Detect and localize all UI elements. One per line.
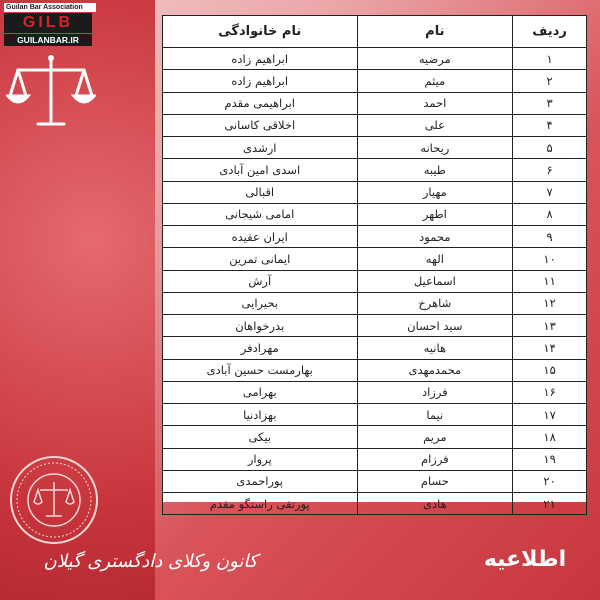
- gilb-logo: [4, 13, 92, 33]
- cell-first-name: فرزاد: [357, 381, 513, 403]
- cell-last-name: ابراهیمی مقدم: [163, 92, 358, 114]
- association-english-name: Guilan Bar Association: [4, 3, 96, 12]
- cell-first-name: مهیار: [357, 181, 513, 203]
- table-row: [163, 203, 587, 225]
- header-first-name: نام: [357, 16, 513, 48]
- cell-row-number: ۳: [513, 92, 587, 114]
- table-row: [163, 381, 587, 403]
- cell-first-name: علی: [357, 114, 513, 136]
- announcement-title: اطلاعیه: [483, 547, 567, 572]
- table-row: [163, 248, 587, 270]
- table-row: [163, 92, 587, 114]
- cell-row-number: ۱۰: [513, 248, 587, 270]
- table-row: [163, 70, 587, 92]
- cell-last-name: اقبالی: [163, 181, 358, 203]
- cell-last-name: اخلاقی کاسانی: [163, 114, 358, 136]
- table-row: [163, 470, 587, 492]
- cell-row-number: ۵: [513, 137, 587, 159]
- cell-first-name: الهه: [357, 248, 513, 270]
- cell-last-name: پوراحمدی: [163, 470, 358, 492]
- cell-first-name: طیبه: [357, 159, 513, 181]
- cell-first-name: هانیه: [357, 337, 513, 359]
- scales-of-justice-icon: [6, 52, 96, 132]
- cell-last-name: ابراهیم زاده: [163, 48, 358, 70]
- website-label: GUILANBAR.IR: [4, 34, 92, 46]
- cell-row-number: ۱۸: [513, 426, 587, 448]
- table-row: [163, 159, 587, 181]
- cell-row-number: ۱۳: [513, 315, 587, 337]
- cell-last-name: بهزادنیا: [163, 404, 358, 426]
- cell-last-name: بحیرایی: [163, 292, 358, 314]
- bar-association-emblem-icon: [8, 454, 100, 546]
- cell-first-name: حسام: [357, 470, 513, 492]
- table-row: [163, 337, 587, 359]
- table-row: [163, 48, 587, 70]
- sidebar-panel: [0, 0, 155, 600]
- table-row: [163, 315, 587, 337]
- cell-first-name: ریحانه: [357, 137, 513, 159]
- table-row: [163, 114, 587, 136]
- cell-first-name: میثم: [357, 70, 513, 92]
- cell-row-number: ۱۵: [513, 359, 587, 381]
- table-row: [163, 181, 587, 203]
- gilb-acronym: GILB: [22, 14, 74, 31]
- cell-last-name: بهرامی: [163, 381, 358, 403]
- cell-row-number: ۱۷: [513, 404, 587, 426]
- cell-row-number: ۸: [513, 203, 587, 225]
- table-header-row: [163, 16, 587, 48]
- cell-first-name: اطهر: [357, 203, 513, 225]
- cell-last-name: ارشدی: [163, 137, 358, 159]
- table-body: [163, 48, 587, 515]
- cell-last-name: اسدی امین آبادی: [163, 159, 358, 181]
- cell-row-number: ۲: [513, 70, 587, 92]
- cell-last-name: پروار: [163, 448, 358, 470]
- cell-last-name: آرش: [163, 270, 358, 292]
- table-row: [163, 226, 587, 248]
- cell-first-name: نیما: [357, 404, 513, 426]
- cell-row-number: ۶: [513, 159, 587, 181]
- table-row: [163, 137, 587, 159]
- table-row: [163, 404, 587, 426]
- header-row-number: ردیف: [513, 16, 587, 48]
- cell-last-name: پورتقی راستگو مقدم: [163, 493, 358, 515]
- cell-row-number: ۲۰: [513, 470, 587, 492]
- cell-row-number: ۴: [513, 114, 587, 136]
- cell-last-name: ایمانی تمرین: [163, 248, 358, 270]
- cell-first-name: فرزام: [357, 448, 513, 470]
- table-row: [163, 448, 587, 470]
- table-row: [163, 359, 587, 381]
- cell-last-name: امامی شیجانی: [163, 203, 358, 225]
- table-row: [163, 270, 587, 292]
- cell-row-number: ۱۱: [513, 270, 587, 292]
- cell-first-name: مرضیه: [357, 48, 513, 70]
- cell-last-name: بدرخواهان: [163, 315, 358, 337]
- header-last-name: نام خانوادگی: [163, 16, 358, 48]
- names-table: [162, 15, 587, 515]
- cell-first-name: مریم: [357, 426, 513, 448]
- cell-first-name: هادی: [357, 493, 513, 515]
- table-row: [163, 426, 587, 448]
- cell-first-name: احمد: [357, 92, 513, 114]
- cell-row-number: ۹: [513, 226, 587, 248]
- cell-last-name: بهارمست حسین آبادی: [163, 359, 358, 381]
- cell-row-number: ۱۴: [513, 337, 587, 359]
- cell-first-name: شاهرخ: [357, 292, 513, 314]
- cell-last-name: مهرادفر: [163, 337, 358, 359]
- cell-first-name: محمود: [357, 226, 513, 248]
- table-row: [163, 493, 587, 515]
- table-row: [163, 292, 587, 314]
- cell-first-name: سید احسان: [357, 315, 513, 337]
- cell-row-number: ۱۶: [513, 381, 587, 403]
- cell-row-number: ۱۲: [513, 292, 587, 314]
- cell-last-name: ایران عقیده: [163, 226, 358, 248]
- cell-last-name: ابراهیم زاده: [163, 70, 358, 92]
- cell-row-number: ۷: [513, 181, 587, 203]
- cell-first-name: محمدمهدی: [357, 359, 513, 381]
- cell-first-name: اسماعیل: [357, 270, 513, 292]
- organization-name: کانون وکلای دادگستری گیلان: [43, 551, 258, 572]
- cell-last-name: بیکی: [163, 426, 358, 448]
- cell-row-number: ۱۹: [513, 448, 587, 470]
- cell-row-number: ۱: [513, 48, 587, 70]
- cell-row-number: ۲۱: [513, 493, 587, 515]
- names-table-container: [162, 15, 587, 511]
